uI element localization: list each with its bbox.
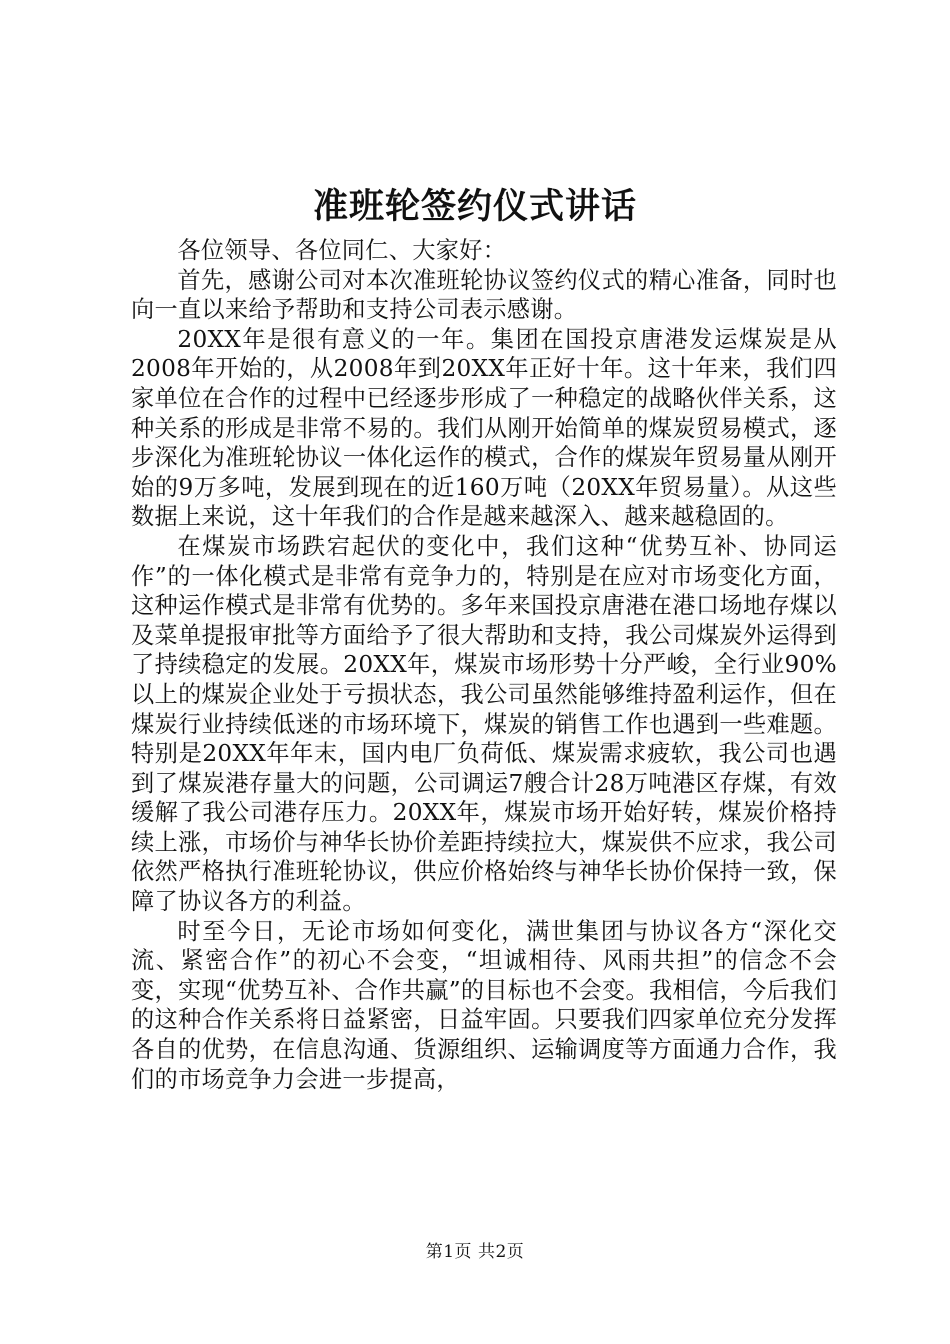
body-paragraph: 首先，感谢公司对本次准班轮协议签约仪式的精心准备，同时也向一直以来给予帮助和支持公司表示感谢。 [131, 266, 837, 324]
page-title: 准班轮签约仪式讲话 [312, 186, 637, 227]
body-paragraph: 在煤炭市场跌宕起伏的变化中，我们这种“优势互补、协同运作”的一体化模式是非常有竞争力的，特别是在应对市场变化方面，这种运作模式是非常有优势的。多年来国投京唐港在港口场地存煤以及菜单提报审批等方面给予了很大帮助和支持，我公司煤炭外运得到了持续稳定的发展。20XX年，煤炭市场形势十分严峻，全行业90%以上的煤炭企业处于亏损状态，我公司虽然能够维持盈利运作，但在煤炭行业持续低迷的市场环境下，煤炭的销售工作也遇到一些难题。特别是20XX年年末，国内电厂负荷低、煤炭需求疲软，我公司也遇到了煤炭港存量大的问题，公司调运7艘合计28万吨港区存煤，有效缓解了我公司港存压力。20XX年，煤炭市场开始好转，煤炭价格持续上涨，市场价与神华长协价差距持续拉大，煤炭供不应求，我公司依然严格执行准班轮协议，供应价格始终与神华长协价保持一致，保障了协议各方的利益。 [131, 532, 837, 916]
body-paragraph: 时至今日，无论市场如何变化，满世集团与协议各方“深化交流、紧密合作”的初心不会变，“坦诚相待、风雨共担”的信念不会变，实现“优势互补、合作共赢”的目标也不会变。我相信，今后我们的这种合作关系将日益紧密，日益牢固。只要我们四家单位充分发挥各自的优势，在信息沟通、货源组织、运输调度等方面通力合作，我们的市场竞争力会进一步提高， [131, 917, 837, 1093]
page-number-footer: 第1页 共2页 [425, 1242, 525, 1262]
document-body [131, 236, 837, 1094]
salutation-paragraph: 各位领导、各位同仁、大家好： [177, 237, 507, 264]
body-paragraph: 20XX年是很有意义的一年。集团在国投京唐港发运煤炭是从2008年开始的，从2008年到20XX年正好十年。这十年来，我们四家单位在合作的过程中已经逐步形成了一种稳定的战略伙伴关系，这种关系的形成是非常不易的。我们从刚开始简单的煤炭贸易模式，逐步深化为准班轮协议一体化运作的模式，合作的煤炭年贸易量从刚开始的9万多吨，发展到现在的近160万吨（20XX年贸易量）。从这些数据上来说，这十年我们的合作是越来越深入、越来越稳固的。 [131, 325, 837, 531]
